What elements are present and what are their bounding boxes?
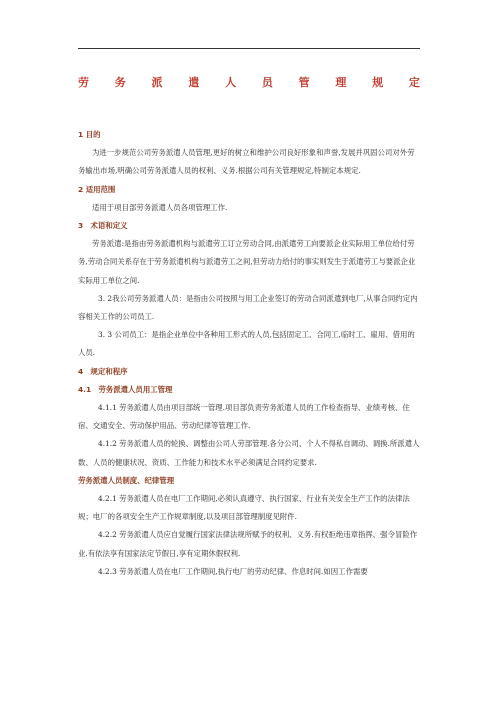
title-char: 务	[114, 76, 126, 89]
title-char: 派	[151, 76, 163, 89]
paragraph-4-2-2: 4.2.2 劳务派遣人员应自觉履行国家法律法规所赋予的权利、义务.有权拒绝违章指挥、强令冒险作业.有依法享有国家法定节假日,享有定期休假权利.	[78, 530, 418, 558]
paragraph-4-2-3: 4.2.3 劳务派遣人员在电厂工作期间,执行电厂的劳动纪律、作息时间.如因工作需要	[98, 566, 368, 576]
paragraph-labor-dispatch-definition: 劳务派遣:是指由劳务派遣机构与派遣劳工订立劳动合同,由派遣劳工向要派企业实际用工单位给付劳务,劳动合同关系存在于劳务派遣机构与派遣劳工之间,但劳动力给付的事实则发生于派遣劳工与要派企业实际用工单位之间.	[78, 239, 416, 285]
title-char: 理	[335, 76, 347, 89]
paragraph-3-2: 3. 2我公司劳务派遣人员：是指由公司按照与用工企业签订的劳动合同派遣到电厂,从事合同约定内容相关工作的公司员工.	[78, 293, 418, 322]
section-heading-purpose: 1 目的	[78, 130, 101, 139]
title-char: 管	[298, 76, 310, 89]
title-char: 规	[372, 76, 384, 89]
document-title	[78, 74, 420, 90]
paragraph-4-1-1: 4.1.1 劳务派遣人员由项目部统一管理.项目部负责劳务派遣人员的工作检查指导、业绩考核、住宿、交通安全、劳动保护用品、劳动纪律等管理工作.	[78, 403, 410, 431]
section-heading-4-1: 4.1 劳务派遣人员用工管理	[78, 384, 173, 394]
section-heading-discipline: 劳务派遣人员制度、纪律管理	[78, 475, 175, 485]
title-char: 劳	[78, 76, 89, 89]
paragraph-3-3: 3. 3 公司员工：是指企业单位中各种用工形式的人员,包括固定工、合同工,临时工、雇用、借用的人员.	[78, 330, 415, 358]
title-char: 遣	[188, 76, 200, 89]
document-body	[78, 126, 420, 581]
section-heading-terms: 3 术语和定义	[78, 221, 128, 231]
paragraph-purpose: 为进一步规范公司劳务派遣人员管理,更好的树立和维护公司良好形象和声誉,发展并巩固公司对外劳务输出市场,明确公司劳务派遣人员的权利、义务.根据公司有关管理规定,特制定本规定.	[78, 148, 415, 176]
title-char: 员	[261, 76, 273, 89]
paragraph-scope: 适用于项目部劳务派遣人员各项管理工作.	[92, 202, 228, 212]
header-rule	[78, 48, 420, 49]
paragraph-4-1-2: 4.1.2 劳务派遣人员的轮换、调整由公司人劳部管理.各分公司、个人不得私自调动、调换.所派遣人数、人员的健康状况、资质、工作能力和技术水平必须满足合同约定要求.	[78, 439, 420, 467]
title-char: 定	[408, 76, 420, 89]
section-heading-scope: 2 适用范围	[78, 184, 116, 194]
title-char: 人	[225, 76, 237, 89]
paragraph-4-2-1: 4.2.1 劳务派遣人员在电厂工作期间,必须认真遵守、执行国家、行业有关安全生产工作的法律法规；电厂的各项安全生产工作规章制度,以及项目部管理制度见附件.	[78, 494, 410, 522]
section-heading-procedures: 4 规定和程序	[78, 366, 128, 376]
